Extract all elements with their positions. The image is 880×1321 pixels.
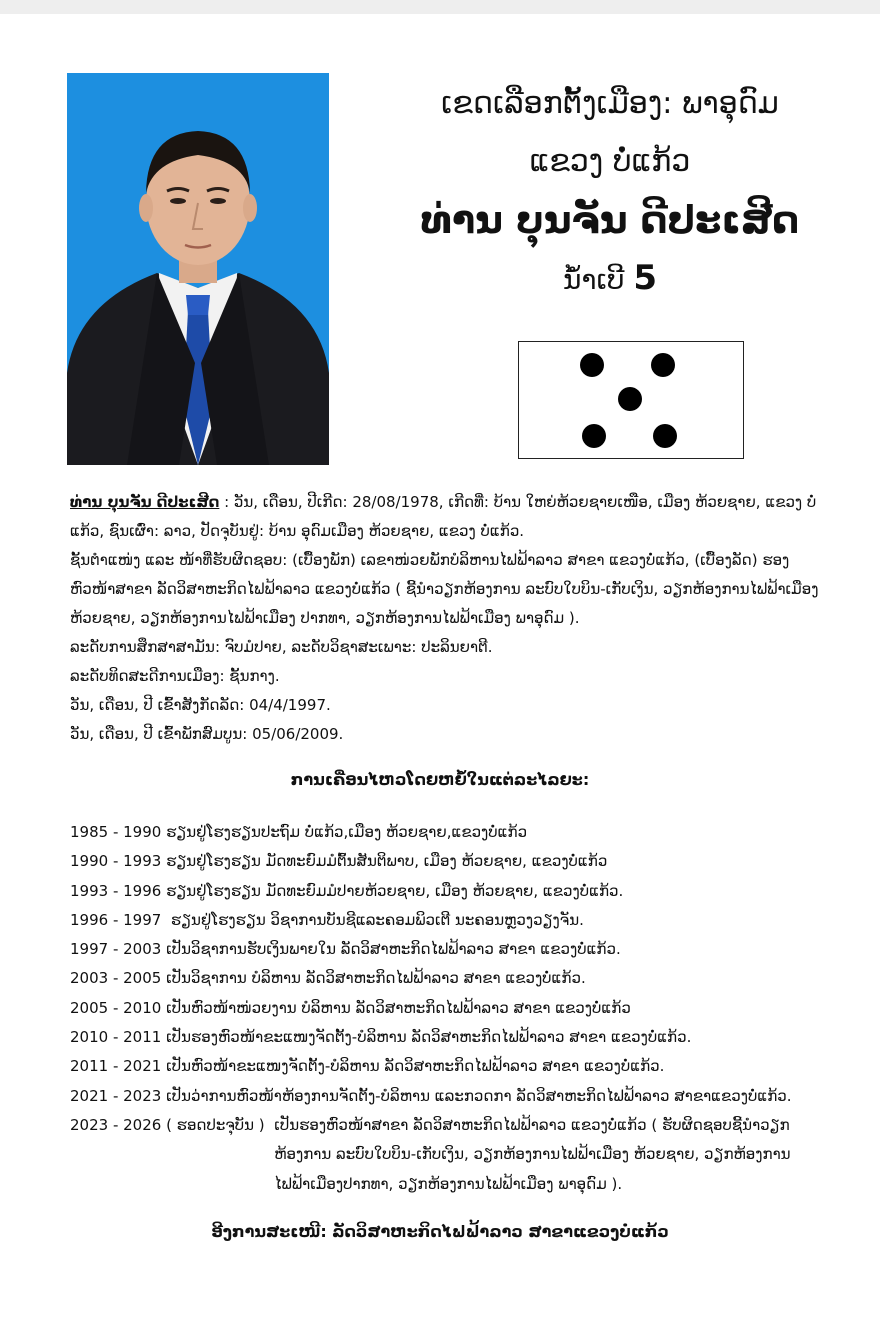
- ballot-number: [380, 258, 840, 300]
- history-desc: ເປັນຫົວໜ້າຂະແໜງຈັດຕັ້ງ-ບໍລິຫານ ລັດວິສາຫະກິດໄຟຟ້າລາວ ສາຂາ ແຂວງບໍ່ແກ້ວ.: [166, 1057, 665, 1076]
- ballot-number-value: 5: [633, 258, 658, 298]
- history-item: [70, 818, 830, 847]
- bio-name-label: ທ່ານ ບຸນຈັນ ດີປະເສີດ: [70, 493, 220, 511]
- history-years: 1985 - 1990: [70, 823, 162, 841]
- history-desc: ຮຽນຢູ່ໂຮງຮຽນ ມັດທະຍົມມໍປາຍຫ້ວຍຊາຍ, ເມືອງ ຫ້ວຍຊາຍ, ແຂວງບໍ່ແກ້ວ.: [166, 881, 624, 900]
- bio-joined-party: ວັນ, ເດືອນ, ປີ ເຂົ້າພັກສົມບູນ: 05/06/2009.: [70, 725, 344, 743]
- candidate-photo: [67, 73, 329, 465]
- candidate-name: ທ່ານ ບຸນຈັນ ດີປະເສີດ: [420, 198, 800, 242]
- dice-dot-bottom-right: [653, 424, 677, 448]
- dice-dot-center: [618, 387, 642, 411]
- history-desc: ເປັນຮອງຫົວໜ້າຂະແໜງຈັດຕັ້ງ-ບໍລິຫານ ລັດວິສາຫະກິດໄຟຟ້າລາວ ສາຂາ ແຂວງບໍ່ແກ້ວ.: [166, 1028, 692, 1047]
- dice-dot-bottom-left: [582, 424, 606, 448]
- history-item: [70, 1111, 830, 1199]
- history-years: 2005 - 2010: [70, 998, 162, 1017]
- history-years: 2003 - 2005: [70, 969, 162, 988]
- bio-joined-state: ວັນ, ເດືອນ, ປີ ເຂົ້າສັງກັດລັດ: 04/4/1997.: [70, 696, 331, 714]
- bio-political-theory: ລະດັບທິດສະດີການເມືອງ: ຊັ້ນກາງ.: [70, 667, 280, 685]
- history-list: [70, 818, 830, 1199]
- bio-positions: ຊັ້ນຕຳແໜ່ງ ແລະ ໜ້າທີ່ຮັບຜິດຊອບ: (ເບື້ອງພັກ) ເລຂາໜ່ວຍພັກບໍລິຫານໄຟຟ້າລາວ ສາຂາ ແຂວງບໍ່ແກ້ວ, (ເບື້ອງລັດ) ຮອງຫົວໜ້າສາຂາ ລັດວິສາຫະກິດໄຟຟ້າລາວ ແຂວງບໍ່ແກ້ວ ( ຊີ້ນຳວຽກຫ້ອງການ ລະບົບໃບບິນ-ເກັບເງິນ, ວຽກຫ້ອງການໄຟຟ້າເມືອງ ຫ້ວຍຊາຍ, ວຽກຫ້ອງການໄຟຟ້າເມືອງ ປາກທາ, ວຽກຫ້ອງການໄຟຟ້າເມືອງ ພາອຸດົມ ).: [70, 551, 819, 627]
- province-title: ແຂວງ ບໍ່ແກ້ວ: [529, 144, 691, 179]
- history-years: 1990 - 1993: [70, 852, 162, 871]
- history-desc: ຮຽນຢູ່ໂຮງຮຽນ ວິຊາການບັນຊີແລະຄອມພິວເຕີ ນະຄອນຫຼວງວຽງຈັນ.: [170, 910, 584, 929]
- history-item: [70, 906, 830, 935]
- history-item: [70, 935, 830, 964]
- nominated-by: ອີງການສະເໜີ: ລັດວິສາຫະກິດໄຟຟ້າລາວ ສາຂາແຂວງບໍ່ແກ້ວ: [211, 1222, 669, 1241]
- history-item: [70, 1052, 830, 1081]
- bio-birth: [70, 488, 830, 546]
- history-desc: ຮຽນຢູ່ໂຮງຮຽນປະຖົມ ບໍ່ແກ້ວ,ເມືອງ ຫ້ວຍຊາຍ,ແຂວງບໍ່ແກ້ວ: [166, 823, 528, 841]
- history-years: 2023 - 2026 ( ຮອດປະຈຸບັນ ): [70, 1115, 265, 1134]
- candidate-header: [380, 78, 840, 300]
- history-years: 1996 - 1997: [70, 910, 162, 929]
- history-years: 1997 - 2003: [70, 940, 162, 959]
- constituency-title: ເຂດເລືອກຕັ້ງເມືອງ: ພາອຸດົມ: [441, 86, 779, 121]
- dice-dot-top-left: [580, 353, 604, 377]
- ballot-dice-box: [518, 341, 744, 459]
- history-item: [70, 964, 830, 993]
- bio-birth-text: : ວັນ, ເດືອນ, ປີເກີດ: 28/08/1978, ເກີດທີ່: ບ້ານ ໃຫຍ່ຫ້ວຍຊາຍເໜືອ, ເມືອງ ຫ້ວຍຊາຍ, ແຂວງ ບໍ່ແກ້ວ, ຊົນເຜົ່າ: ລາວ, ປັດຈຸບັນຢູ່: ບ້ານ ອຸດົມເມືອງ ຫ້ວຍຊາຍ, ແຂວງ ບໍ່ແກ້ວ.: [70, 493, 817, 540]
- history-desc: ເປັນວິຊາການຮັບເງິນພາຍໃນ ລັດວິສາຫະກິດໄຟຟ້າລາວ ສາຂາ ແຂວງບໍ່ແກ້ວ.: [166, 940, 621, 959]
- history-years: 2011 - 2021: [70, 1057, 162, 1076]
- history-desc: ເປັນຫົວໜ້າໜ່ວຍງານ ບໍລິຫານ ລັດວິສາຫະກິດໄຟຟ້າລາວ ສາຂາ ແຂວງບໍ່ແກ້ວ: [166, 998, 631, 1017]
- bio-education: ລະດັບການສຶກສາສາມັນ: ຈົບມໍປາຍ, ລະດັບວິຊາສະເພາະ: ປະລິນຍາຕີ.: [70, 638, 493, 656]
- history-item: [70, 1082, 830, 1111]
- history-desc: ຮຽນຢູ່ໂຮງຮຽນ ມັດທະຍົມມໍຕົ້ນສັນຕິພາບ, ເມືອງ ຫ້ວຍຊາຍ, ແຂວງບໍ່ແກ້ວ: [166, 852, 608, 871]
- biography: [70, 488, 830, 749]
- history-item: [70, 994, 830, 1023]
- history-item: [70, 847, 830, 876]
- history-desc: ເປັນວິຊາການ ບໍລິຫານ ລັດວິສາຫະກິດໄຟຟ້າລາວ ສາຂາ ແຂວງບໍ່ແກ້ວ.: [166, 969, 586, 988]
- history-title: ການເຄື່ອນໄຫວໂດຍຫຍໍ້ໃນແຕ່ລະໄລຍະ:: [290, 770, 590, 789]
- history-item: [70, 877, 830, 906]
- history-years: 2010 - 2011: [70, 1028, 162, 1047]
- dice-dot-top-right: [651, 353, 675, 377]
- history-desc: ເປັນຮອງຫົວໜ້າສາຂາ ລັດວິສາຫະກິດໄຟຟ້າລາວ ແຂວງບໍ່ແກ້ວ ( ຮັບຜິດຊອບຊີ້ນຳວຽກຫ້ອງການ ລະບົບໃບບິນ-ເກັບເງິນ, ວຽກຫ້ອງການໄຟຟ້າເມືອງ ຫ້ວຍຊາຍ, ວຽກຫ້ອງການໄຟຟ້າເມືອງປາກທາ, ວຽກຫ້ອງການໄຟຟ້າເມືອງ ພາອຸດົມ ).: [274, 1115, 791, 1193]
- history-item: [70, 1023, 830, 1052]
- history-years: 1993 - 1996: [70, 881, 162, 900]
- history-years: 2021 - 2023: [70, 1086, 162, 1105]
- top-bar: [0, 0, 880, 14]
- ballot-number-label: ນໍ້າເບີ: [562, 263, 625, 296]
- history-desc: ເປັນວ່າການຫົວໜ້າຫ້ອງການຈັດຕັ້ງ-ບໍລິຫານ ແລະກວດກາ ລັດວິສາຫະກິດໄຟຟ້າລາວ ສາຂາແຂວງບໍ່ແກ້ວ.: [166, 1086, 792, 1105]
